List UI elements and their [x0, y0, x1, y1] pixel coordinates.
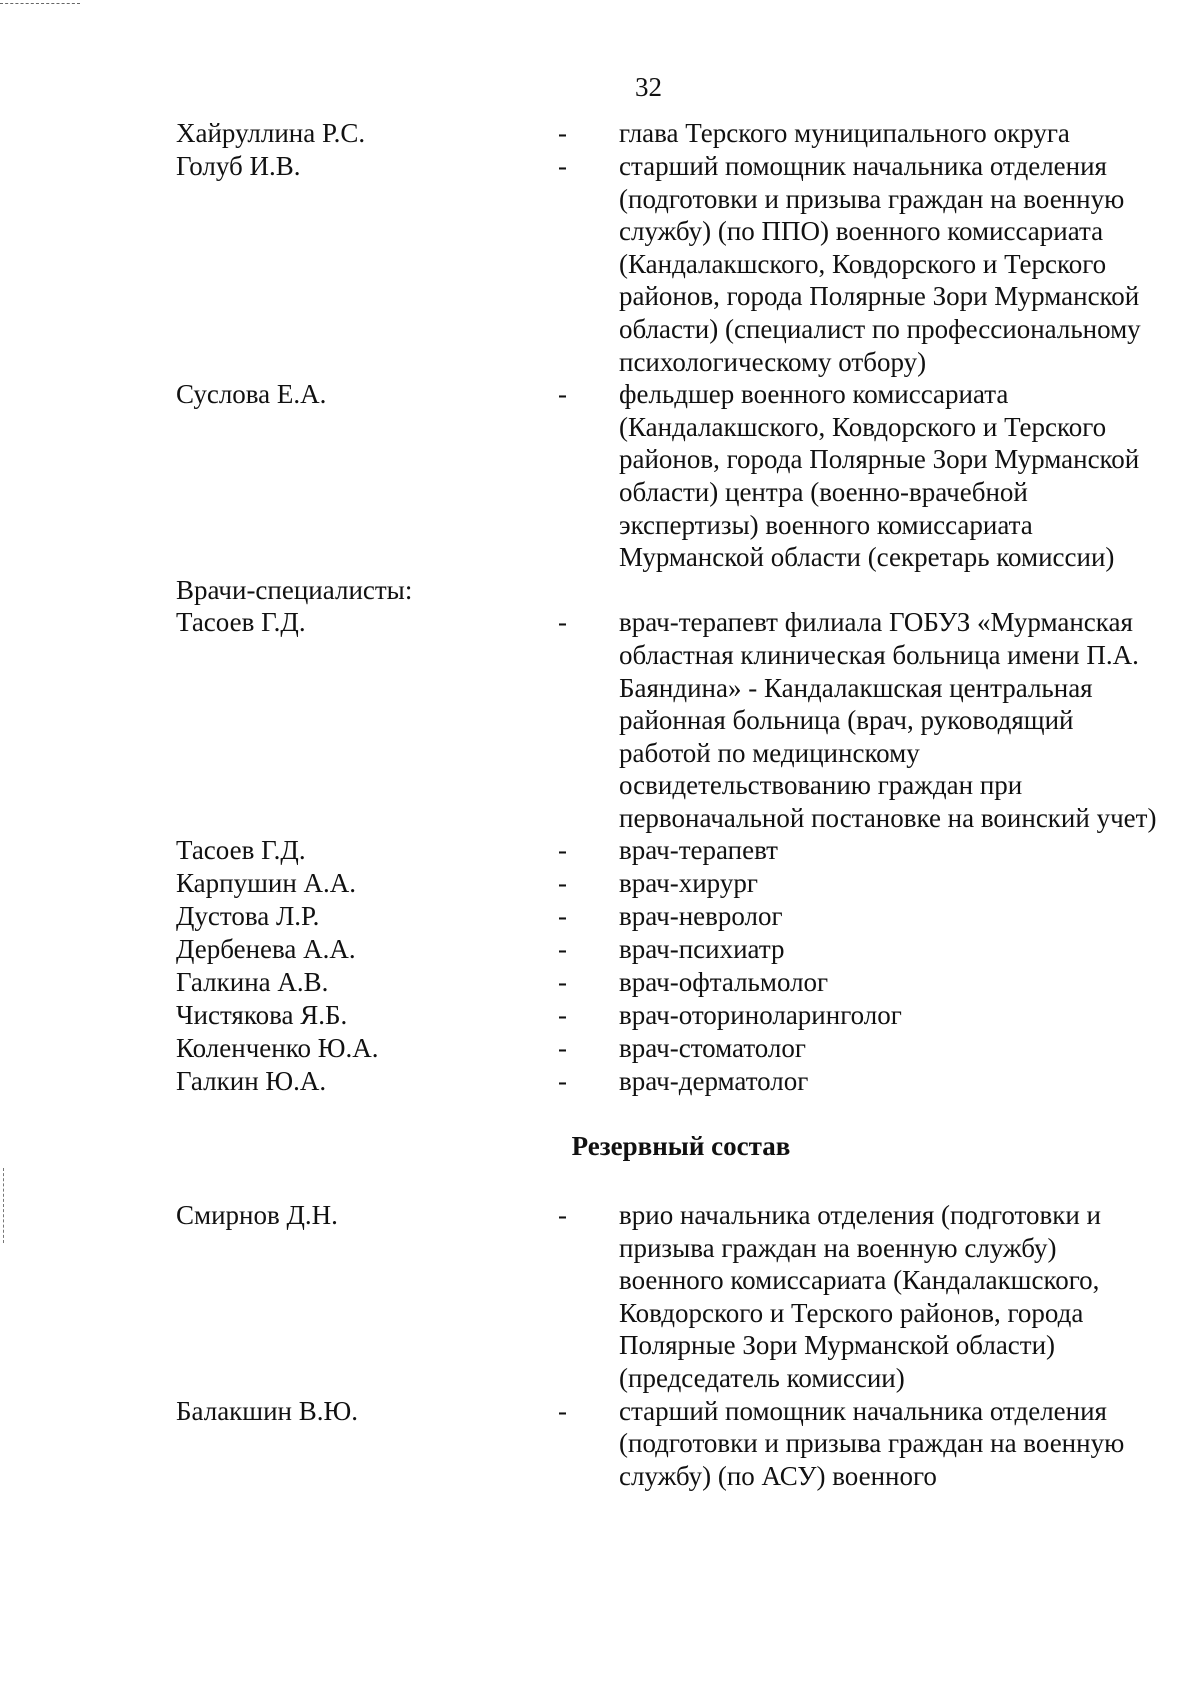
specialist-name: Галкина А.В.: [176, 967, 329, 998]
page-number: 32: [635, 72, 662, 102]
specialist-row: [0, 1065, 1200, 1098]
separator-dash: -: [558, 835, 567, 866]
member-name: Голуб И.В.: [176, 151, 301, 181]
member-role: старший помощник начальника отделения (подготовки и призыва граждан на военную службу) (по ППО) военного комиссариата (Кандалакшского, Ковдорского и Терского районов, города Полярные Зори Мурманской области) (специалист по профессиональному психологическому отбору): [619, 151, 1141, 377]
specialist-role: врач-стоматолог: [619, 1033, 806, 1064]
member-role: глава Терского муниципального округа: [619, 118, 1070, 148]
member-name: Хайруллина Р.С.: [176, 118, 366, 148]
specialist-row: [0, 999, 1200, 1032]
specialist-name: Тасоев Г.Д.: [176, 835, 306, 866]
separator-dash: -: [558, 151, 567, 181]
specialist-role: врач-терапевт: [619, 835, 778, 866]
specialist-row: [0, 900, 1200, 933]
specialist-name: Дербенева А.А.: [176, 934, 356, 965]
separator-dash: -: [558, 1200, 567, 1231]
member-name: Балакшин В.Ю.: [176, 1395, 358, 1426]
specialist-role: врач-оториноларинголог: [619, 1000, 902, 1031]
specialists-label: Врачи-специалисты:: [176, 574, 413, 605]
member-role: врач-терапевт филиала ГОБУЗ «Мурманская областная клиническая больница имени П.А. Баяндина» - Кандалакшская центральная районная больница (врач, руководящий работой по медицинскому освидетельствованию граждан при первоначальной постановке на воинский учет): [619, 607, 1157, 833]
specialist-role: врач-психиатр: [619, 934, 785, 965]
specialist-row: [0, 834, 1200, 867]
separator-dash: -: [558, 118, 567, 148]
separator-dash: -: [558, 379, 567, 410]
member-row: [0, 150, 1200, 378]
member-role: врио начальника отделения (подготовки и призыва граждан на военную службу) военного комиссариата (Кандалакшского, Ковдорского и Терского районов, города Полярные Зори Мурманской области) (председатель комиссии): [619, 1200, 1101, 1394]
scan-edge-mark-top: [0, 3, 80, 4]
separator-dash: -: [558, 607, 567, 638]
reserve-member-row: [0, 1199, 1200, 1395]
reserve-member-row: [0, 1395, 1200, 1493]
member-row: [0, 117, 1200, 150]
member-role: старший помощник начальника отделения (подготовки и призыва граждан на военную службу) (по АСУ) военного: [619, 1395, 1125, 1491]
member-role: фельдшер военного комиссариата (Кандалакшского, Ковдорского и Терского районов, города Полярные Зори Мурманской области) центра (военно-врачебной экспертизы) военного комиссариата Мурманской области (секретарь комиссии): [619, 379, 1140, 573]
separator-dash: -: [558, 934, 567, 965]
specialist-name: Галкин Ю.А.: [176, 1066, 327, 1097]
specialist-name: Чистякова Я.Б.: [176, 1000, 348, 1031]
specialist-name: Дустова Л.Р.: [176, 901, 320, 932]
separator-dash: -: [558, 967, 567, 998]
separator-dash: -: [558, 1033, 567, 1064]
separator-dash: -: [558, 1066, 567, 1097]
specialist-role: врач-офтальмолог: [619, 967, 829, 998]
specialist-name: Коленченко Ю.А.: [176, 1033, 379, 1064]
specialist-row: [0, 1032, 1200, 1065]
specialist-role: врач-хирург: [619, 868, 758, 899]
specialist-role: врач-дерматолог: [619, 1066, 809, 1097]
specialist-row: [0, 966, 1200, 999]
lead-doctor-row: [0, 606, 1200, 834]
separator-dash: -: [558, 1000, 567, 1031]
separator-dash: -: [558, 901, 567, 932]
document-body: [0, 117, 1200, 1492]
specialist-role: врач-невролог: [619, 901, 783, 932]
member-name: Смирнов Д.Н.: [176, 1200, 338, 1231]
separator-dash: -: [558, 868, 567, 899]
specialist-name: Карпушин А.А.: [176, 868, 357, 899]
separator-dash: -: [558, 1395, 567, 1426]
member-name: Суслова Е.А.: [176, 379, 327, 410]
specialist-row: [0, 867, 1200, 900]
specialist-row: [0, 933, 1200, 966]
member-row: [0, 378, 1200, 574]
reserve-section-title: Резервный состав: [571, 1131, 791, 1162]
member-name: Тасоев Г.Д.: [176, 607, 306, 638]
